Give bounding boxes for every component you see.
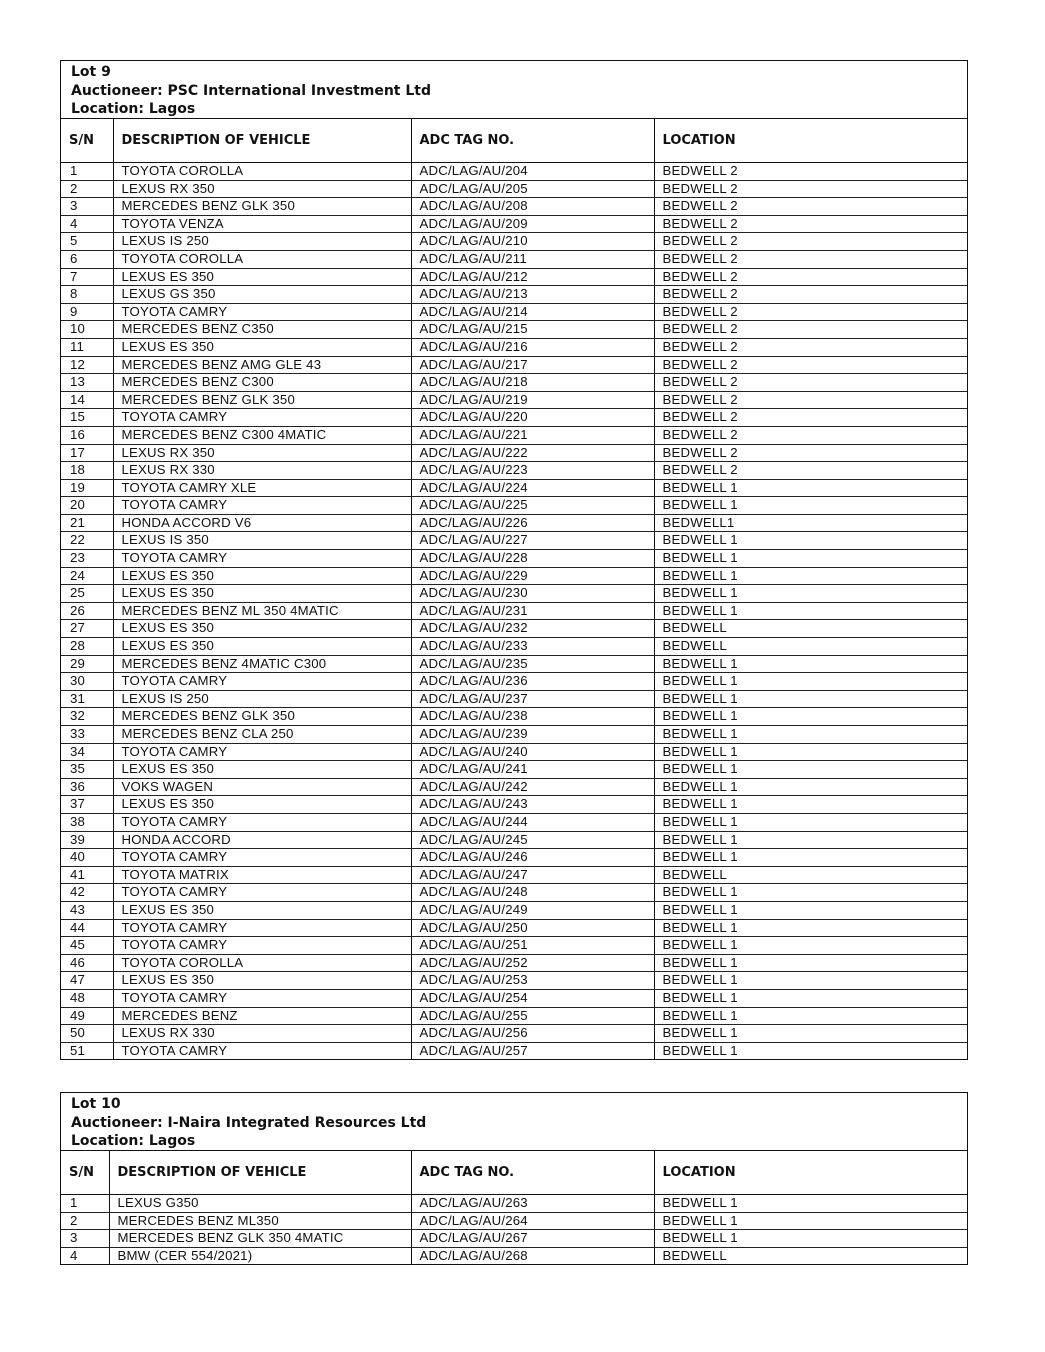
cell-sn: 25 [61, 585, 113, 603]
cell-location: BEDWELL 1 [654, 567, 967, 585]
cell-tag: ADC/LAG/AU/221 [411, 426, 654, 444]
cell-tag: ADC/LAG/AU/218 [411, 374, 654, 392]
column-header-sn: S/N [61, 1151, 109, 1195]
cell-location: BEDWELL 1 [654, 602, 967, 620]
cell-sn: 38 [61, 813, 113, 831]
table-row [61, 532, 967, 550]
cell-sn: 6 [61, 250, 113, 268]
cell-tag: ADC/LAG/AU/236 [411, 673, 654, 691]
cell-description: LEXUS IS 350 [113, 532, 411, 550]
cell-tag: ADC/LAG/AU/212 [411, 268, 654, 286]
cell-description: MERCEDES BENZ C300 4MATIC [113, 426, 411, 444]
cell-tag: ADC/LAG/AU/231 [411, 602, 654, 620]
cell-description: LEXUS ES 350 [113, 620, 411, 638]
table-row [61, 796, 967, 814]
table-row [61, 356, 967, 374]
cell-tag: ADC/LAG/AU/242 [411, 778, 654, 796]
cell-location: BEDWELL 1 [662, 1042, 738, 1058]
cell-description: TOYOTA CAMRY [113, 409, 411, 427]
cell-description: TOYOTA CAMRY [113, 550, 411, 568]
table-row [61, 1212, 967, 1230]
cell-sn: 19 [61, 479, 113, 497]
cell-sn: 9 [61, 303, 113, 321]
column-header-description: DESCRIPTION OF VEHICLE [113, 119, 411, 163]
cell-description: TOYOTA CAMRY [113, 303, 411, 321]
cell-description: MERCEDES BENZ 4MATIC C300 [113, 655, 411, 673]
cell-location: BEDWELL 2 [654, 198, 967, 216]
cell-sn: 2 [61, 1212, 109, 1230]
cell-tag: ADC/LAG/AU/217 [411, 356, 654, 374]
table-row [61, 374, 967, 392]
table-row [61, 638, 967, 656]
column-header-tag: ADC TAG NO. [411, 119, 654, 163]
cell-tag: ADC/LAG/AU/239 [411, 726, 654, 744]
cell-location: BEDWELL 2 [654, 250, 967, 268]
lot-title: Lot 9 [71, 64, 111, 80]
cell-location: BEDWELL 1 [654, 726, 967, 744]
table-row [61, 198, 967, 216]
table-row [61, 514, 967, 532]
cell-sn: 4 [61, 1247, 109, 1264]
table-row [61, 690, 967, 708]
table-row [61, 409, 967, 427]
cell-location: BEDWELL 1 [654, 1212, 967, 1230]
cell-description: TOYOTA MATRIX [113, 866, 411, 884]
lot-header [61, 1093, 967, 1151]
cell-description: MERCEDES BENZ ML350 [109, 1212, 411, 1230]
cell-description: LEXUS ES 350 [113, 268, 411, 286]
cell-sn: 31 [61, 690, 113, 708]
cell-location: BEDWELL 1 [654, 849, 967, 867]
table-row [61, 919, 967, 937]
cell-tag: ADC/LAG/AU/241 [411, 761, 654, 779]
table-header-row [61, 119, 967, 163]
cell-sn: 39 [61, 831, 113, 849]
cell-description: TOYOTA CAMRY [113, 919, 411, 937]
table-row [61, 163, 967, 181]
lot-header [61, 61, 967, 119]
table-row [61, 866, 967, 884]
lot-10-section [60, 1092, 968, 1265]
table-row [61, 338, 967, 356]
table-row [61, 585, 967, 603]
cell-tag: ADC/LAG/AU/252 [411, 954, 654, 972]
cell-location: BEDWELL 1 [654, 585, 967, 603]
cell-tag: ADC/LAG/AU/237 [411, 690, 654, 708]
cell-tag: ADC/LAG/AU/264 [411, 1212, 654, 1230]
table-row [61, 954, 967, 972]
table-row [61, 426, 967, 444]
auctioneer-line: Auctioneer: PSC International Investment Ltd [71, 82, 431, 99]
cell-location: BEDWELL 1 [654, 743, 967, 761]
cell-description: LEXUS ES 350 [113, 796, 411, 814]
cell-sn: 42 [61, 884, 113, 902]
cell-sn: 13 [61, 374, 113, 392]
cell-description: MERCEDES BENZ GLK 350 4MATIC [109, 1230, 411, 1248]
cell-description: MERCEDES BENZ GLK 350 [113, 391, 411, 409]
cell-description: TOYOTA CAMRY XLE [113, 479, 411, 497]
cell-location: BEDWELL1 [654, 514, 967, 532]
cell-tag: ADC/LAG/AU/220 [411, 409, 654, 427]
location-line: Location: Lagos [71, 1133, 196, 1150]
table-row [61, 250, 967, 268]
cell-location: BEDWELL 2 [654, 233, 967, 251]
table-row [61, 180, 967, 198]
cell-location: BEDWELL 1 [654, 796, 967, 814]
cell-sn: 43 [61, 901, 113, 919]
column-header-location: LOCATION [654, 1151, 967, 1195]
cell-sn: 29 [61, 655, 113, 673]
table-row [61, 1007, 967, 1025]
table-body [61, 1195, 967, 1265]
cell-description: VOKS WAGEN [113, 778, 411, 796]
column-header-location: LOCATION [654, 119, 967, 163]
cell-sn: 51 [61, 1042, 113, 1059]
cell-tag: ADC/LAG/AU/214 [411, 303, 654, 321]
cell-description: MERCEDES BENZ GLK 350 [113, 198, 411, 216]
cell-tag: ADC/LAG/AU/230 [411, 585, 654, 603]
cell-tag: ADC/LAG/AU/246 [411, 849, 654, 867]
table-row [61, 497, 967, 515]
cell-location: BEDWELL [654, 638, 967, 656]
cell-sn: 30 [61, 673, 113, 691]
table-row [61, 620, 967, 638]
cell-sn: 3 [61, 1230, 109, 1248]
cell-location: BEDWELL 2 [654, 444, 967, 462]
cell-sn: 17 [61, 444, 113, 462]
cell-tag: ADC/LAG/AU/210 [411, 233, 654, 251]
cell-tag: ADC/LAG/AU/248 [411, 884, 654, 902]
cell-tag: ADC/LAG/AU/226 [411, 514, 654, 532]
cell-sn: 1 [61, 1195, 109, 1213]
cell-location: BEDWELL 2 [654, 391, 967, 409]
cell-description: MERCEDES BENZ CLA 250 [113, 726, 411, 744]
cell-description: LEXUS ES 350 [113, 638, 411, 656]
column-header-sn: S/N [61, 119, 113, 163]
cell-description: LEXUS ES 350 [113, 338, 411, 356]
table-row [61, 602, 967, 620]
cell-tag: ADC/LAG/AU/215 [411, 321, 654, 339]
cell-location: BEDWELL 1 [654, 708, 967, 726]
cell-location: BEDWELL 1 [654, 1230, 967, 1248]
table-row [61, 989, 967, 1007]
table-row [61, 673, 967, 691]
cell-location: BEDWELL 2 [654, 409, 967, 427]
cell-location: BEDWELL 1 [654, 778, 967, 796]
column-header-tag: ADC TAG NO. [411, 1151, 654, 1195]
cell-location: BEDWELL 1 [654, 673, 967, 691]
cell-description: TOYOTA CAMRY [113, 497, 411, 515]
cell-tag: ADC/LAG/AU/209 [411, 215, 654, 233]
cell-tag: ADC/LAG/AU/249 [411, 901, 654, 919]
cell-tag: ADC/LAG/AU/213 [411, 286, 654, 304]
cell-description: TOYOTA VENZA [113, 215, 411, 233]
table-row [61, 1247, 967, 1264]
cell-tag: ADC/LAG/AU/228 [411, 550, 654, 568]
cell-description: BMW (CER 554/2021) [109, 1247, 411, 1264]
cell-description: TOYOTA COROLLA [113, 163, 411, 181]
cell-tag: ADC/LAG/AU/268 [411, 1247, 654, 1264]
table-row [61, 286, 967, 304]
cell-description: MERCEDES BENZ AMG GLE 43 [113, 356, 411, 374]
table-row [61, 831, 967, 849]
cell-sn: 22 [61, 532, 113, 550]
cell-tag: ADC/LAG/AU/251 [411, 937, 654, 955]
auctioneer-line: Auctioneer: I-Naira Integrated Resources Ltd [71, 1114, 427, 1131]
table-row [61, 726, 967, 744]
cell-description: MERCEDES BENZ [113, 1007, 411, 1025]
cell-sn: 21 [61, 514, 113, 532]
cell-description: HONDA ACCORD [113, 831, 411, 849]
column-header-description: DESCRIPTION OF VEHICLE [109, 1151, 411, 1195]
cell-sn: 26 [61, 602, 113, 620]
table-row [61, 655, 967, 673]
cell-sn: 40 [61, 849, 113, 867]
table-row [61, 391, 967, 409]
table-row [61, 778, 967, 796]
cell-location: BEDWELL 1 [654, 901, 967, 919]
cell-description: LEXUS ES 350 [113, 972, 411, 990]
cell-description: MERCEDES BENZ C300 [113, 374, 411, 392]
cell-location: BEDWELL 1 [654, 954, 967, 972]
cell-location: BEDWELL 2 [654, 321, 967, 339]
vehicle-table [61, 1151, 967, 1264]
table-row [61, 708, 967, 726]
table-row [61, 849, 967, 867]
cell-description: TOYOTA CAMRY [113, 989, 411, 1007]
cell-location: BEDWELL 1 [654, 1195, 967, 1213]
cell-tag: ADC/LAG/AU/243 [411, 796, 654, 814]
cell-tag: ADC/LAG/AU/247 [411, 866, 654, 884]
cell-sn: 4 [61, 215, 113, 233]
cell-sn: 8 [61, 286, 113, 304]
cell-tag: ADC/LAG/AU/222 [411, 444, 654, 462]
cell-sn: 50 [61, 1025, 113, 1043]
cell-sn: 18 [61, 462, 113, 480]
cell-description: LEXUS GS 350 [113, 286, 411, 304]
cell-tag: ADC/LAG/AU/238 [411, 708, 654, 726]
cell-location: BEDWELL 2 [654, 356, 967, 374]
cell-description: TOYOTA CAMRY [113, 1042, 411, 1059]
cell-description: TOYOTA COROLLA [113, 954, 411, 972]
cell-description: LEXUS ES 350 [113, 567, 411, 585]
cell-sn: 5 [61, 233, 113, 251]
table-row [61, 444, 967, 462]
cell-description: TOYOTA CAMRY [113, 884, 411, 902]
table-row [61, 268, 967, 286]
cell-tag: ADC/LAG/AU/253 [411, 972, 654, 990]
cell-tag: ADC/LAG/AU/223 [411, 462, 654, 480]
cell-location: BEDWELL 1 [654, 655, 967, 673]
table-row [61, 884, 967, 902]
cell-description: LEXUS ES 350 [113, 901, 411, 919]
cell-location: BEDWELL 1 [654, 813, 967, 831]
cell-sn: 44 [61, 919, 113, 937]
cell-location: BEDWELL 1 [654, 479, 967, 497]
cell-description: TOYOTA CAMRY [113, 849, 411, 867]
cell-tag: ADC/LAG/AU/255 [411, 1007, 654, 1025]
cell-sn: 45 [61, 937, 113, 955]
table-row [61, 321, 967, 339]
cell-tag: ADC/LAG/AU/204 [411, 163, 654, 181]
cell-location: BEDWELL 2 [654, 268, 967, 286]
cell-sn: 10 [61, 321, 113, 339]
cell-location: BEDWELL 2 [654, 462, 967, 480]
cell-description: TOYOTA CAMRY [113, 673, 411, 691]
table-row [61, 233, 967, 251]
cell-sn: 15 [61, 409, 113, 427]
vehicle-table [61, 119, 967, 1059]
cell-tag: ADC/LAG/AU/224 [411, 479, 654, 497]
cell-description: MERCEDES BENZ GLK 350 [113, 708, 411, 726]
table-row [61, 972, 967, 990]
cell-sn: 20 [61, 497, 113, 515]
cell-sn: 2 [61, 180, 113, 198]
cell-description: TOYOTA CAMRY [113, 743, 411, 761]
cell-location: BEDWELL 1 [654, 532, 967, 550]
cell-description: LEXUS RX 330 [113, 462, 411, 480]
table-row [61, 1195, 967, 1213]
cell-sn: 24 [61, 567, 113, 585]
cell-sn: 23 [61, 550, 113, 568]
cell-tag: ADC/LAG/AU/256 [411, 1025, 654, 1043]
cell-location: BEDWELL 2 [654, 180, 967, 198]
cell-location: BEDWELL [654, 620, 967, 638]
table-row [61, 550, 967, 568]
cell-tag: ADC/LAG/AU/227 [411, 532, 654, 550]
cell-tag: ADC/LAG/AU/235 [411, 655, 654, 673]
cell-location: BEDWELL 1 [654, 884, 967, 902]
cell-sn: 14 [61, 391, 113, 409]
cell-location: BEDWELL 1 [654, 761, 967, 779]
cell-location: BEDWELL [662, 1247, 727, 1263]
cell-sn: 27 [61, 620, 113, 638]
cell-tag: ADC/LAG/AU/211 [411, 250, 654, 268]
cell-tag: ADC/LAG/AU/240 [411, 743, 654, 761]
cell-tag: ADC/LAG/AU/225 [411, 497, 654, 515]
cell-sn: 28 [61, 638, 113, 656]
cell-sn: 49 [61, 1007, 113, 1025]
cell-sn: 3 [61, 198, 113, 216]
cell-description: LEXUS RX 330 [113, 1025, 411, 1043]
cell-sn: 16 [61, 426, 113, 444]
table-row [61, 1042, 967, 1059]
cell-location: BEDWELL 2 [654, 426, 967, 444]
cell-tag: ADC/LAG/AU/208 [411, 198, 654, 216]
cell-description: LEXUS ES 350 [113, 761, 411, 779]
cell-description: LEXUS IS 250 [113, 690, 411, 708]
cell-location: BEDWELL 2 [654, 303, 967, 321]
cell-description: MERCEDES BENZ ML 350 4MATIC [113, 602, 411, 620]
cell-description: LEXUS RX 350 [113, 180, 411, 198]
cell-location: BEDWELL [654, 866, 967, 884]
table-body [61, 163, 967, 1060]
table-row [61, 743, 967, 761]
cell-description: LEXUS G350 [109, 1195, 411, 1213]
table-row [61, 462, 967, 480]
cell-tag: ADC/LAG/AU/229 [411, 567, 654, 585]
cell-location: BEDWELL 1 [654, 497, 967, 515]
table-row [61, 567, 967, 585]
cell-location: BEDWELL 2 [654, 374, 967, 392]
table-row [61, 215, 967, 233]
table-row [61, 1230, 967, 1248]
table-row [61, 1025, 967, 1043]
cell-location: BEDWELL 1 [654, 690, 967, 708]
cell-description: MERCEDES BENZ C350 [113, 321, 411, 339]
location-line: Location: Lagos [71, 101, 196, 118]
cell-sn: 12 [61, 356, 113, 374]
cell-sn: 7 [61, 268, 113, 286]
cell-tag: ADC/LAG/AU/216 [411, 338, 654, 356]
cell-description: TOYOTA COROLLA [113, 250, 411, 268]
table-row [61, 813, 967, 831]
cell-location: BEDWELL 2 [654, 215, 967, 233]
cell-location: BEDWELL 1 [654, 1025, 967, 1043]
cell-tag: ADC/LAG/AU/233 [411, 638, 654, 656]
cell-location: BEDWELL 1 [654, 989, 967, 1007]
lot-9-section [60, 60, 968, 1060]
cell-tag: ADC/LAG/AU/205 [411, 180, 654, 198]
table-row [61, 303, 967, 321]
cell-sn: 1 [61, 163, 113, 181]
cell-sn: 36 [61, 778, 113, 796]
cell-description: TOYOTA CAMRY [113, 937, 411, 955]
cell-description: LEXUS ES 350 [113, 585, 411, 603]
cell-tag: ADC/LAG/AU/245 [411, 831, 654, 849]
cell-sn: 37 [61, 796, 113, 814]
cell-location: BEDWELL 1 [654, 831, 967, 849]
table-row [61, 479, 967, 497]
cell-sn: 33 [61, 726, 113, 744]
cell-description: LEXUS RX 350 [113, 444, 411, 462]
cell-sn: 11 [61, 338, 113, 356]
cell-location: BEDWELL 2 [654, 163, 967, 181]
cell-location: BEDWELL 2 [654, 338, 967, 356]
cell-tag: ADC/LAG/AU/219 [411, 391, 654, 409]
cell-description: TOYOTA CAMRY [113, 813, 411, 831]
cell-sn: 35 [61, 761, 113, 779]
cell-sn: 41 [61, 866, 113, 884]
cell-tag: ADC/LAG/AU/254 [411, 989, 654, 1007]
cell-tag: ADC/LAG/AU/250 [411, 919, 654, 937]
table-row [61, 937, 967, 955]
cell-tag: ADC/LAG/AU/263 [411, 1195, 654, 1213]
cell-tag: ADC/LAG/AU/267 [411, 1230, 654, 1248]
cell-sn: 48 [61, 989, 113, 1007]
cell-location: BEDWELL 1 [654, 919, 967, 937]
cell-description: HONDA ACCORD V6 [113, 514, 411, 532]
cell-description: LEXUS IS 250 [113, 233, 411, 251]
cell-location: BEDWELL 1 [654, 972, 967, 990]
cell-tag: ADC/LAG/AU/257 [411, 1042, 654, 1059]
table-row [61, 901, 967, 919]
cell-sn: 32 [61, 708, 113, 726]
lot-title: Lot 10 [71, 1096, 121, 1112]
cell-location: BEDWELL 1 [654, 1007, 967, 1025]
cell-sn: 34 [61, 743, 113, 761]
cell-location: BEDWELL 2 [654, 286, 967, 304]
cell-location: BEDWELL 1 [654, 550, 967, 568]
cell-tag: ADC/LAG/AU/244 [411, 813, 654, 831]
cell-sn: 47 [61, 972, 113, 990]
cell-location: BEDWELL 1 [654, 937, 967, 955]
table-header-row [61, 1151, 967, 1195]
cell-sn: 46 [61, 954, 113, 972]
cell-tag: ADC/LAG/AU/232 [411, 620, 654, 638]
table-row [61, 761, 967, 779]
